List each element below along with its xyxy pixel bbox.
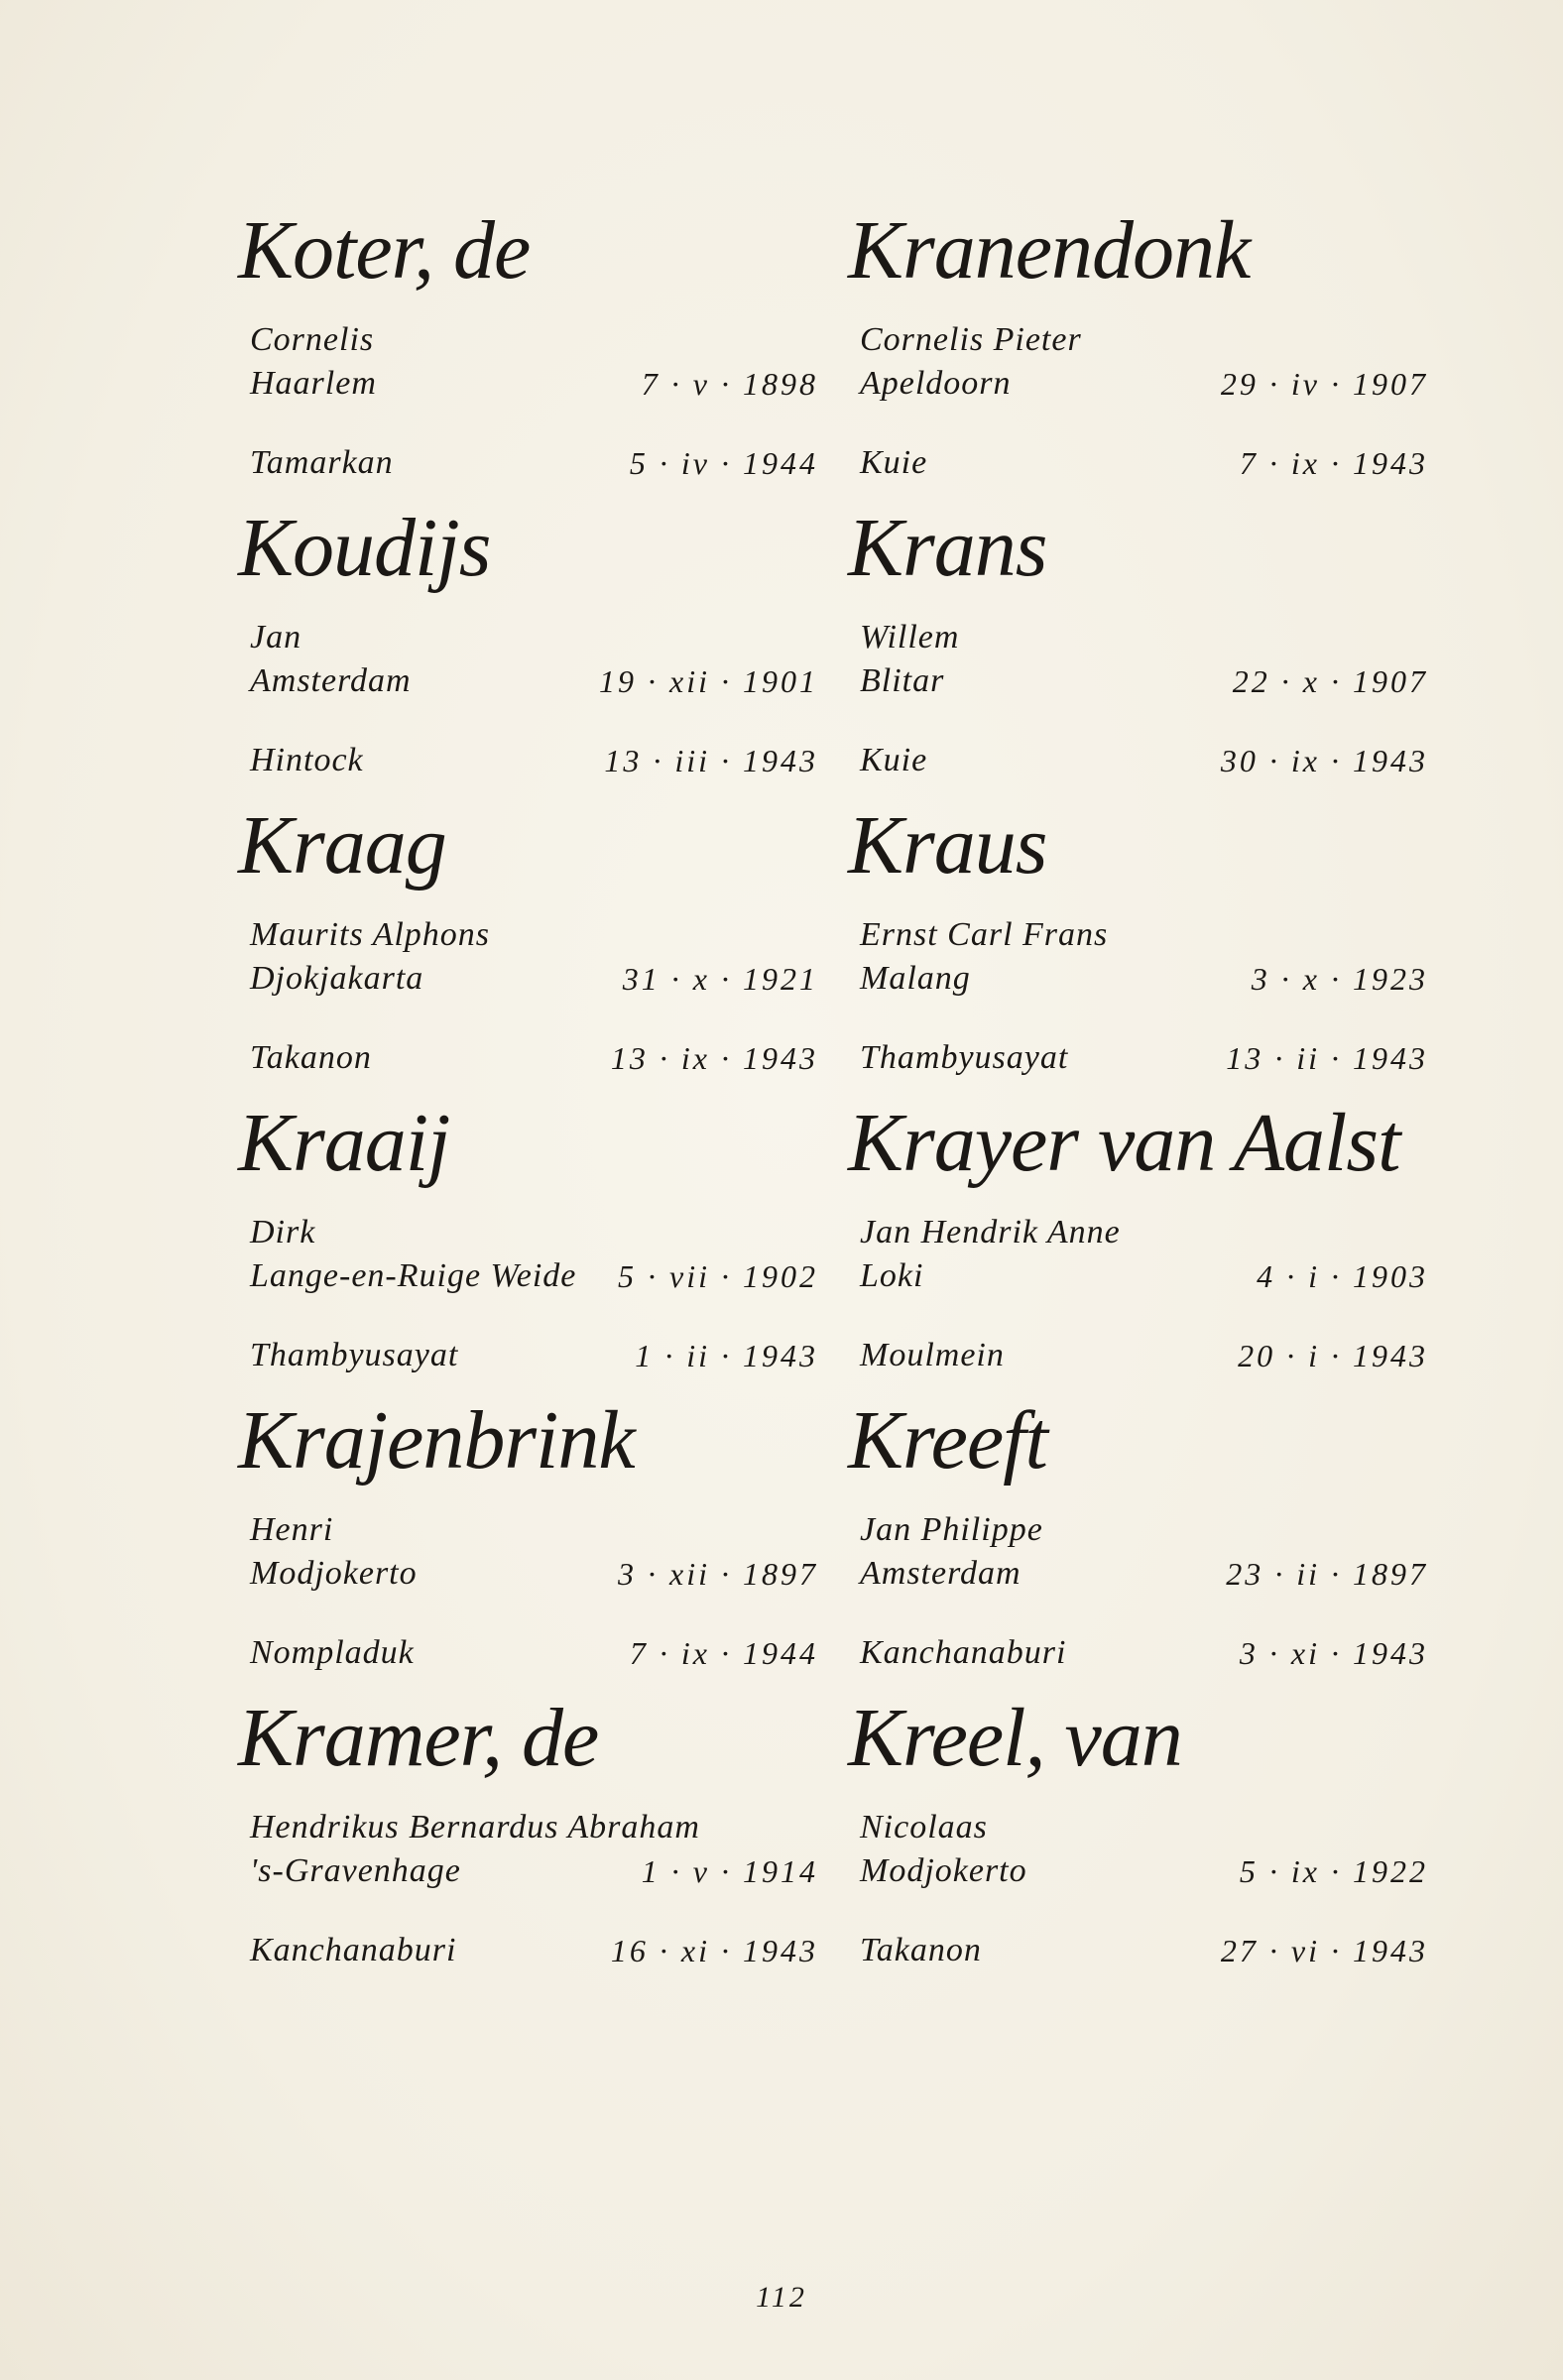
memorial-entry <box>238 1096 818 1393</box>
deathplace: Moulmein <box>860 1337 1005 1373</box>
birthplace: Lange-en-Ruige Weide <box>250 1257 577 1294</box>
birthplace: 's-Gravenhage <box>250 1852 461 1889</box>
deathdate: 13 · iii · 1943 <box>604 743 818 778</box>
deathdate: 7 · ix · 1943 <box>1239 445 1428 481</box>
surname: Koter, de <box>238 204 531 297</box>
deathdate: 5 · iv · 1944 <box>629 445 818 481</box>
surname: Kranendonk <box>848 204 1251 297</box>
birthdate: 5 · ix · 1922 <box>1239 1853 1428 1889</box>
left-column <box>238 203 818 1988</box>
birthplace: Blitar <box>860 662 945 699</box>
right-column <box>848 203 1428 1988</box>
birthdate: 29 · iv · 1907 <box>1220 366 1428 402</box>
page-number: 112 <box>756 2281 807 2314</box>
birthplace: Modjokerto <box>860 1852 1027 1889</box>
deathplace: Takanon <box>860 1932 982 1968</box>
birthdate: 22 · x · 1907 <box>1232 663 1428 699</box>
deathdate: 3 · xi · 1943 <box>1239 1635 1428 1671</box>
deathplace: Kanchanaburi <box>250 1932 457 1968</box>
deathplace: Takanon <box>250 1039 372 1076</box>
given-names: Maurits Alphons <box>250 916 491 953</box>
given-names: Jan Philippe <box>860 1511 1043 1548</box>
memorial-entry <box>238 1393 818 1691</box>
birthplace: Djokjakarta <box>250 960 424 997</box>
memorial-entry <box>238 501 818 798</box>
given-names: Hendrikus Bernardus Abraham <box>250 1809 700 1845</box>
given-names: Jan Hendrik Anne <box>860 1214 1121 1250</box>
birthplace: Malang <box>860 960 971 997</box>
deathdate: 1 · ii · 1943 <box>635 1338 818 1373</box>
birthdate: 19 · xii · 1901 <box>599 663 818 699</box>
surname: Kreel, van <box>848 1692 1182 1784</box>
surname: Kraus <box>848 799 1047 892</box>
memorial-entry <box>238 798 818 1096</box>
birthplace: Modjokerto <box>250 1555 418 1592</box>
memorial-entry <box>848 501 1428 798</box>
deathplace: Hintock <box>250 742 364 778</box>
deathdate: 30 · ix · 1943 <box>1220 743 1428 778</box>
surname: Kreeft <box>848 1394 1047 1487</box>
deathplace: Nompladuk <box>250 1634 415 1671</box>
deathdate: 13 · ix · 1943 <box>610 1040 818 1076</box>
birthplace: Haarlem <box>250 365 377 402</box>
given-names: Cornelis <box>250 321 375 358</box>
given-names: Ernst Carl Frans <box>860 916 1109 953</box>
deathplace: Thambyusayat <box>860 1039 1069 1076</box>
deathdate: 13 · ii · 1943 <box>1226 1040 1428 1076</box>
deathdate: 20 · i · 1943 <box>1238 1338 1428 1373</box>
birthdate: 3 · xii · 1897 <box>618 1556 818 1592</box>
birthdate: 4 · i · 1903 <box>1257 1258 1428 1294</box>
deathplace: Kuie <box>860 444 928 481</box>
given-names: Willem <box>860 619 960 655</box>
given-names: Dirk <box>250 1214 316 1250</box>
deathdate: 27 · vi · 1943 <box>1220 1933 1428 1968</box>
birthdate: 31 · x · 1921 <box>622 961 818 997</box>
birthdate: 5 · vii · 1902 <box>618 1258 818 1294</box>
surname: Krajenbrink <box>238 1394 635 1487</box>
memorial-entry <box>848 1393 1428 1691</box>
given-names: Jan <box>250 619 302 655</box>
surname: Kramer, de <box>238 1692 599 1784</box>
memorial-entry <box>238 203 818 501</box>
birthplace: Apeldoorn <box>860 365 1012 402</box>
deathdate: 7 · ix · 1944 <box>629 1635 818 1671</box>
deathplace: Thambyusayat <box>250 1337 459 1373</box>
deathplace: Tamarkan <box>250 444 394 481</box>
deathdate: 16 · xi · 1943 <box>610 1933 818 1968</box>
given-names: Henri <box>250 1511 334 1548</box>
memorial-entry <box>848 1096 1428 1393</box>
memorial-entry <box>238 1691 818 1988</box>
surname: Krayer van Aalst <box>848 1097 1400 1189</box>
surname: Kraag <box>238 799 446 892</box>
birthdate: 23 · ii · 1897 <box>1226 1556 1428 1592</box>
birthdate: 3 · x · 1923 <box>1251 961 1428 997</box>
birthdate: 7 · v · 1898 <box>641 366 818 402</box>
surname: Krans <box>848 502 1047 594</box>
memorial-entry <box>848 203 1428 501</box>
birthplace: Amsterdam <box>250 662 412 699</box>
deathplace: Kuie <box>860 742 928 778</box>
memorial-entry <box>848 798 1428 1096</box>
birthdate: 1 · v · 1914 <box>641 1853 818 1889</box>
deathplace: Kanchanaburi <box>860 1634 1067 1671</box>
given-names: Nicolaas <box>860 1809 988 1845</box>
given-names: Cornelis Pieter <box>860 321 1082 358</box>
surname: Kraaij <box>238 1097 450 1189</box>
birthplace: Loki <box>860 1257 924 1294</box>
birthplace: Amsterdam <box>860 1555 1022 1592</box>
surname: Koudijs <box>238 502 491 594</box>
memorial-entry <box>848 1691 1428 1988</box>
